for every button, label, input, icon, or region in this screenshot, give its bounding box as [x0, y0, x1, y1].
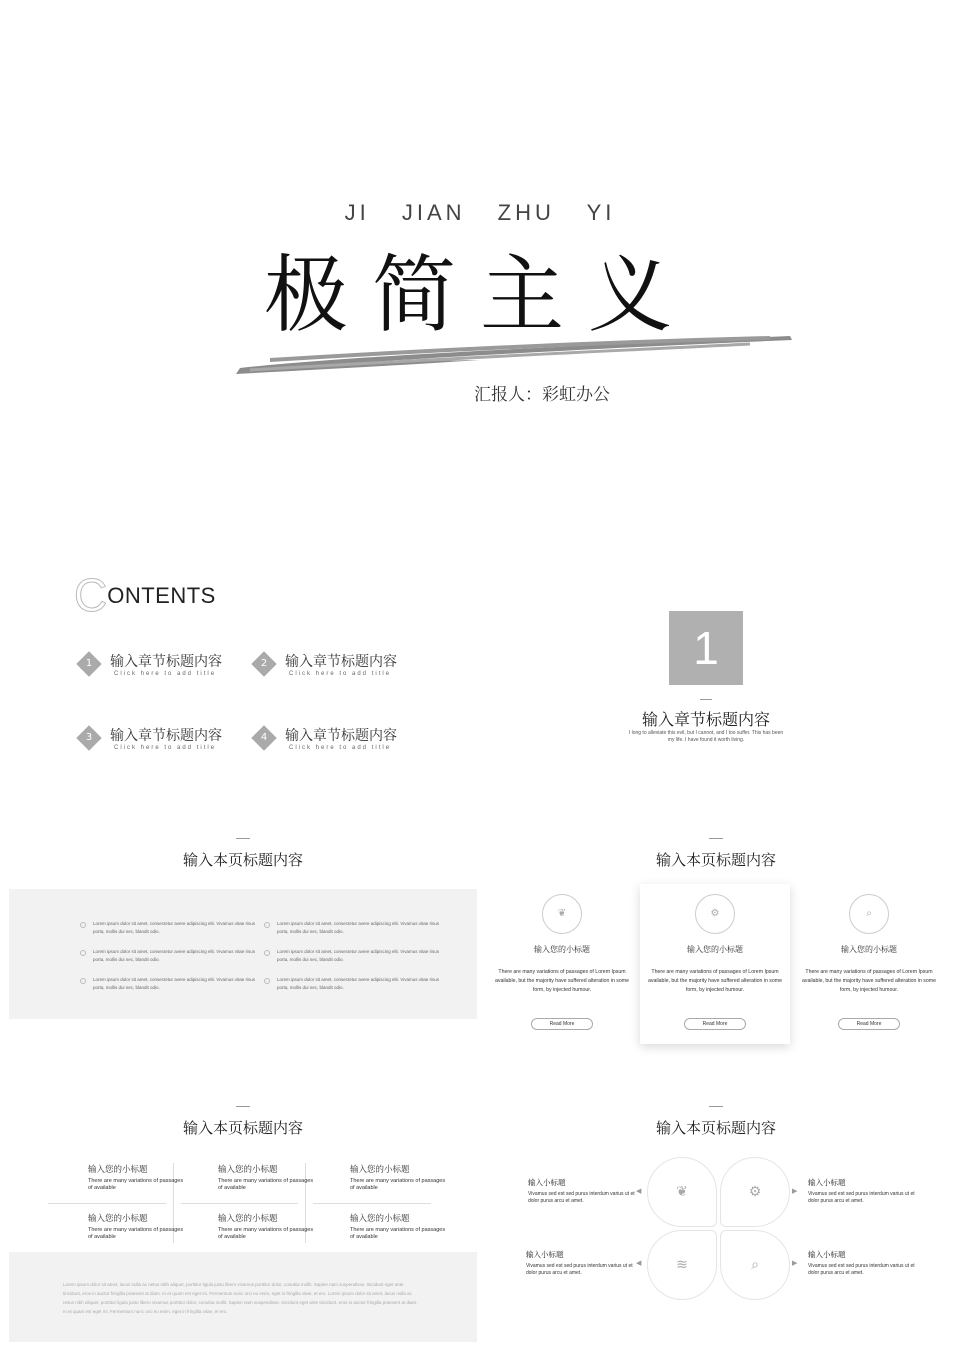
contents-item-2[interactable]: [251, 651, 431, 691]
layers-icon: ≋: [676, 1257, 688, 1273]
card-title: 输入您的小标题: [534, 945, 590, 954]
divider: [236, 1106, 250, 1107]
contents-item-1[interactable]: [76, 651, 256, 691]
bullet-item: Lorem ipsum dolor sit amet, consectetur avere adipiscing elit. Vivamus vitae risus porta, mollis dui nec, blandit odio.: [93, 920, 263, 936]
contents-item-4[interactable]: [251, 725, 431, 765]
grid-item: 输入您的小标题 There are many variations of passages of available: [218, 1165, 314, 1191]
contents-item-number: 4: [260, 732, 268, 743]
brush-stroke: [230, 330, 800, 380]
clover-item: 输入小标题 Vivamus sed est sed purus interdum varius ut et dolor purus arcu et amet.: [526, 1250, 633, 1276]
read-more-button[interactable]: Read More: [838, 1018, 900, 1030]
gears-icon: ⚙: [695, 894, 735, 934]
bullet-item: Lorem ipsum dolor sit amet, consectetur avere adipiscing elit. Vivamus vitae risus porta, mollis dui nec, blandit odio.: [277, 948, 447, 964]
clover-item: 输入小标题 Vivamus sed est sed purus interdum varius ut et dolor purus arcu et amet.: [808, 1178, 915, 1204]
page-title: 输入本页标题内容: [182, 1119, 303, 1137]
arrow-left-icon: ◀: [636, 1259, 642, 1267]
bullet-item: Lorem ipsum dolor sit amet, consectetur avere adipiscing elit. Vivamus vitae risus porta, mollis dui nec, blandit odio.: [277, 920, 447, 936]
arrow-left-icon: ◀: [636, 1187, 642, 1195]
arrow-right-icon: ▶: [792, 1187, 798, 1195]
card-description: There are many variations of passages of Lorem Ipsum available, but the majority have suffered alteration in some form, by injected humour.: [648, 969, 782, 993]
card-title: 输入您的小标题: [841, 945, 897, 954]
contents-heading: [74, 568, 216, 622]
contents-item-number: 1: [85, 658, 93, 669]
search-icon: ⌕: [751, 1257, 759, 1273]
paragraph-text: Lorem ipsum dolor sit amet, lacus nulla ac netus nibh aliquet, porttitor ligula justo libero vivamus porttitor dolor, conubia mollit. Sapien nam suspendisse, tincidunt eget ante tincidunt, eros in auctor fringilla praesent at diam. In et quam est eget mi. Fermentum nunc orci eu enim, eget in fringilla vitae, et ero. Lorem ipsum dolor sit amet, lacus nulla ac netus nibh aliquet, porttitor ligula justo libero vivamus porttitor dolor, conubia mollit. Sapien nam suspendisse, tincidunt eget ante tincidunt, eros in auctor fringilla praesent at diam. In et quam est eget mi. Fermentum nunc orci eu enim, eget in fringilla vitae, et ero.: [63, 1282, 418, 1314]
card-description: There are many variations of passages of Lorem Ipsum available, but the majority have suffered alteration in some form, by injected humour.: [802, 969, 936, 993]
leaf-icon: ❦: [542, 894, 582, 934]
feature-card-3: [794, 884, 944, 1044]
contents-item-number: 3: [85, 732, 93, 743]
section-description: I long to alleviate this evil, but I cannot, and I too suffer. This has been my life. I have found it worth living.: [628, 730, 784, 743]
arrow-right-icon: ▶: [792, 1259, 798, 1267]
cover-pinyin: JI JIAN ZHU YI: [344, 200, 616, 225]
contents-item-3[interactable]: [76, 725, 256, 765]
contents-letter-c: C: [74, 569, 108, 621]
divider: [236, 838, 250, 839]
contents-item-subtitle: Click here to add title: [289, 745, 392, 751]
bullet-item: Lorem ipsum dolor sit amet, consectetur avere adipiscing elit. Vivamus vitae risus porta, mollis dui nec, blandit odio.: [93, 976, 263, 992]
card-description: There are many variations of passages of Lorem Ipsum available, but the majority have suffered alteration in some form, by injected humour.: [495, 969, 629, 993]
leaf-icon: ❦: [676, 1184, 688, 1200]
read-more-button[interactable]: Read More: [531, 1018, 593, 1030]
grid-item: 输入您的小标题 There are many variations of passages of available: [88, 1214, 184, 1240]
section-title: 输入章节标题内容: [641, 710, 770, 729]
contents-rest: ONTENTS: [107, 583, 216, 608]
contents-item-title: 输入章节标题内容: [110, 728, 222, 744]
feature-card-1: [487, 884, 637, 1044]
page-title: 输入本页标题内容: [182, 851, 303, 869]
contents-item-subtitle: Click here to add title: [114, 745, 217, 751]
clover-item: 输入小标题 Vivamus sed est sed purus interdum varius ut et dolor purus arcu et amet.: [528, 1178, 635, 1204]
page-title: 输入本页标题内容: [655, 851, 776, 869]
grid-hline: [181, 1203, 298, 1204]
divider: [700, 699, 712, 700]
card-title: 输入您的小标题: [687, 945, 743, 954]
contents-item-number: 2: [260, 658, 268, 669]
contents-item-subtitle: Click here to add title: [289, 671, 392, 677]
grid-item: 输入您的小标题 There are many variations of passages of available: [88, 1165, 184, 1191]
grid-item: 输入您的小标题 There are many variations of passages of available: [350, 1165, 446, 1191]
contents-item-subtitle: Click here to add title: [114, 671, 217, 677]
clover-item: 输入小标题 Vivamus sed est sed purus interdum varius ut et dolor purus arcu et amet.: [808, 1250, 915, 1276]
grid-hline: [313, 1203, 431, 1204]
bullet-item: Lorem ipsum dolor sit amet, consectetur avere adipiscing elit. Vivamus vitae risus porta, mollis dui nec, blandit odio.: [93, 948, 263, 964]
divider: [709, 1106, 723, 1107]
contents-item-title: 输入章节标题内容: [285, 654, 397, 670]
cover-reporter: 汇报人：彩虹办公: [474, 385, 610, 405]
search-icon: ⌕: [849, 894, 889, 934]
contents-item-title: 输入章节标题内容: [110, 654, 222, 670]
bullet-item: Lorem ipsum dolor sit amet, consectetur avere adipiscing elit. Vivamus vitae risus porta, mollis dui nec, blandit odio.: [277, 976, 447, 992]
contents-item-title: 输入章节标题内容: [285, 728, 397, 744]
section-number: 1: [669, 611, 743, 685]
gears-icon: ⚙: [748, 1184, 762, 1200]
read-more-button[interactable]: Read More: [684, 1018, 746, 1030]
grid-item: 输入您的小标题 There are many variations of passages of available: [350, 1214, 446, 1240]
page-title: 输入本页标题内容: [655, 1119, 776, 1137]
divider: [709, 838, 723, 839]
grid-item: 输入您的小标题 There are many variations of passages of available: [218, 1214, 314, 1240]
feature-card-2: [640, 884, 790, 1044]
grid-hline: [48, 1203, 166, 1204]
cover-title: 极简主义: [263, 246, 696, 344]
